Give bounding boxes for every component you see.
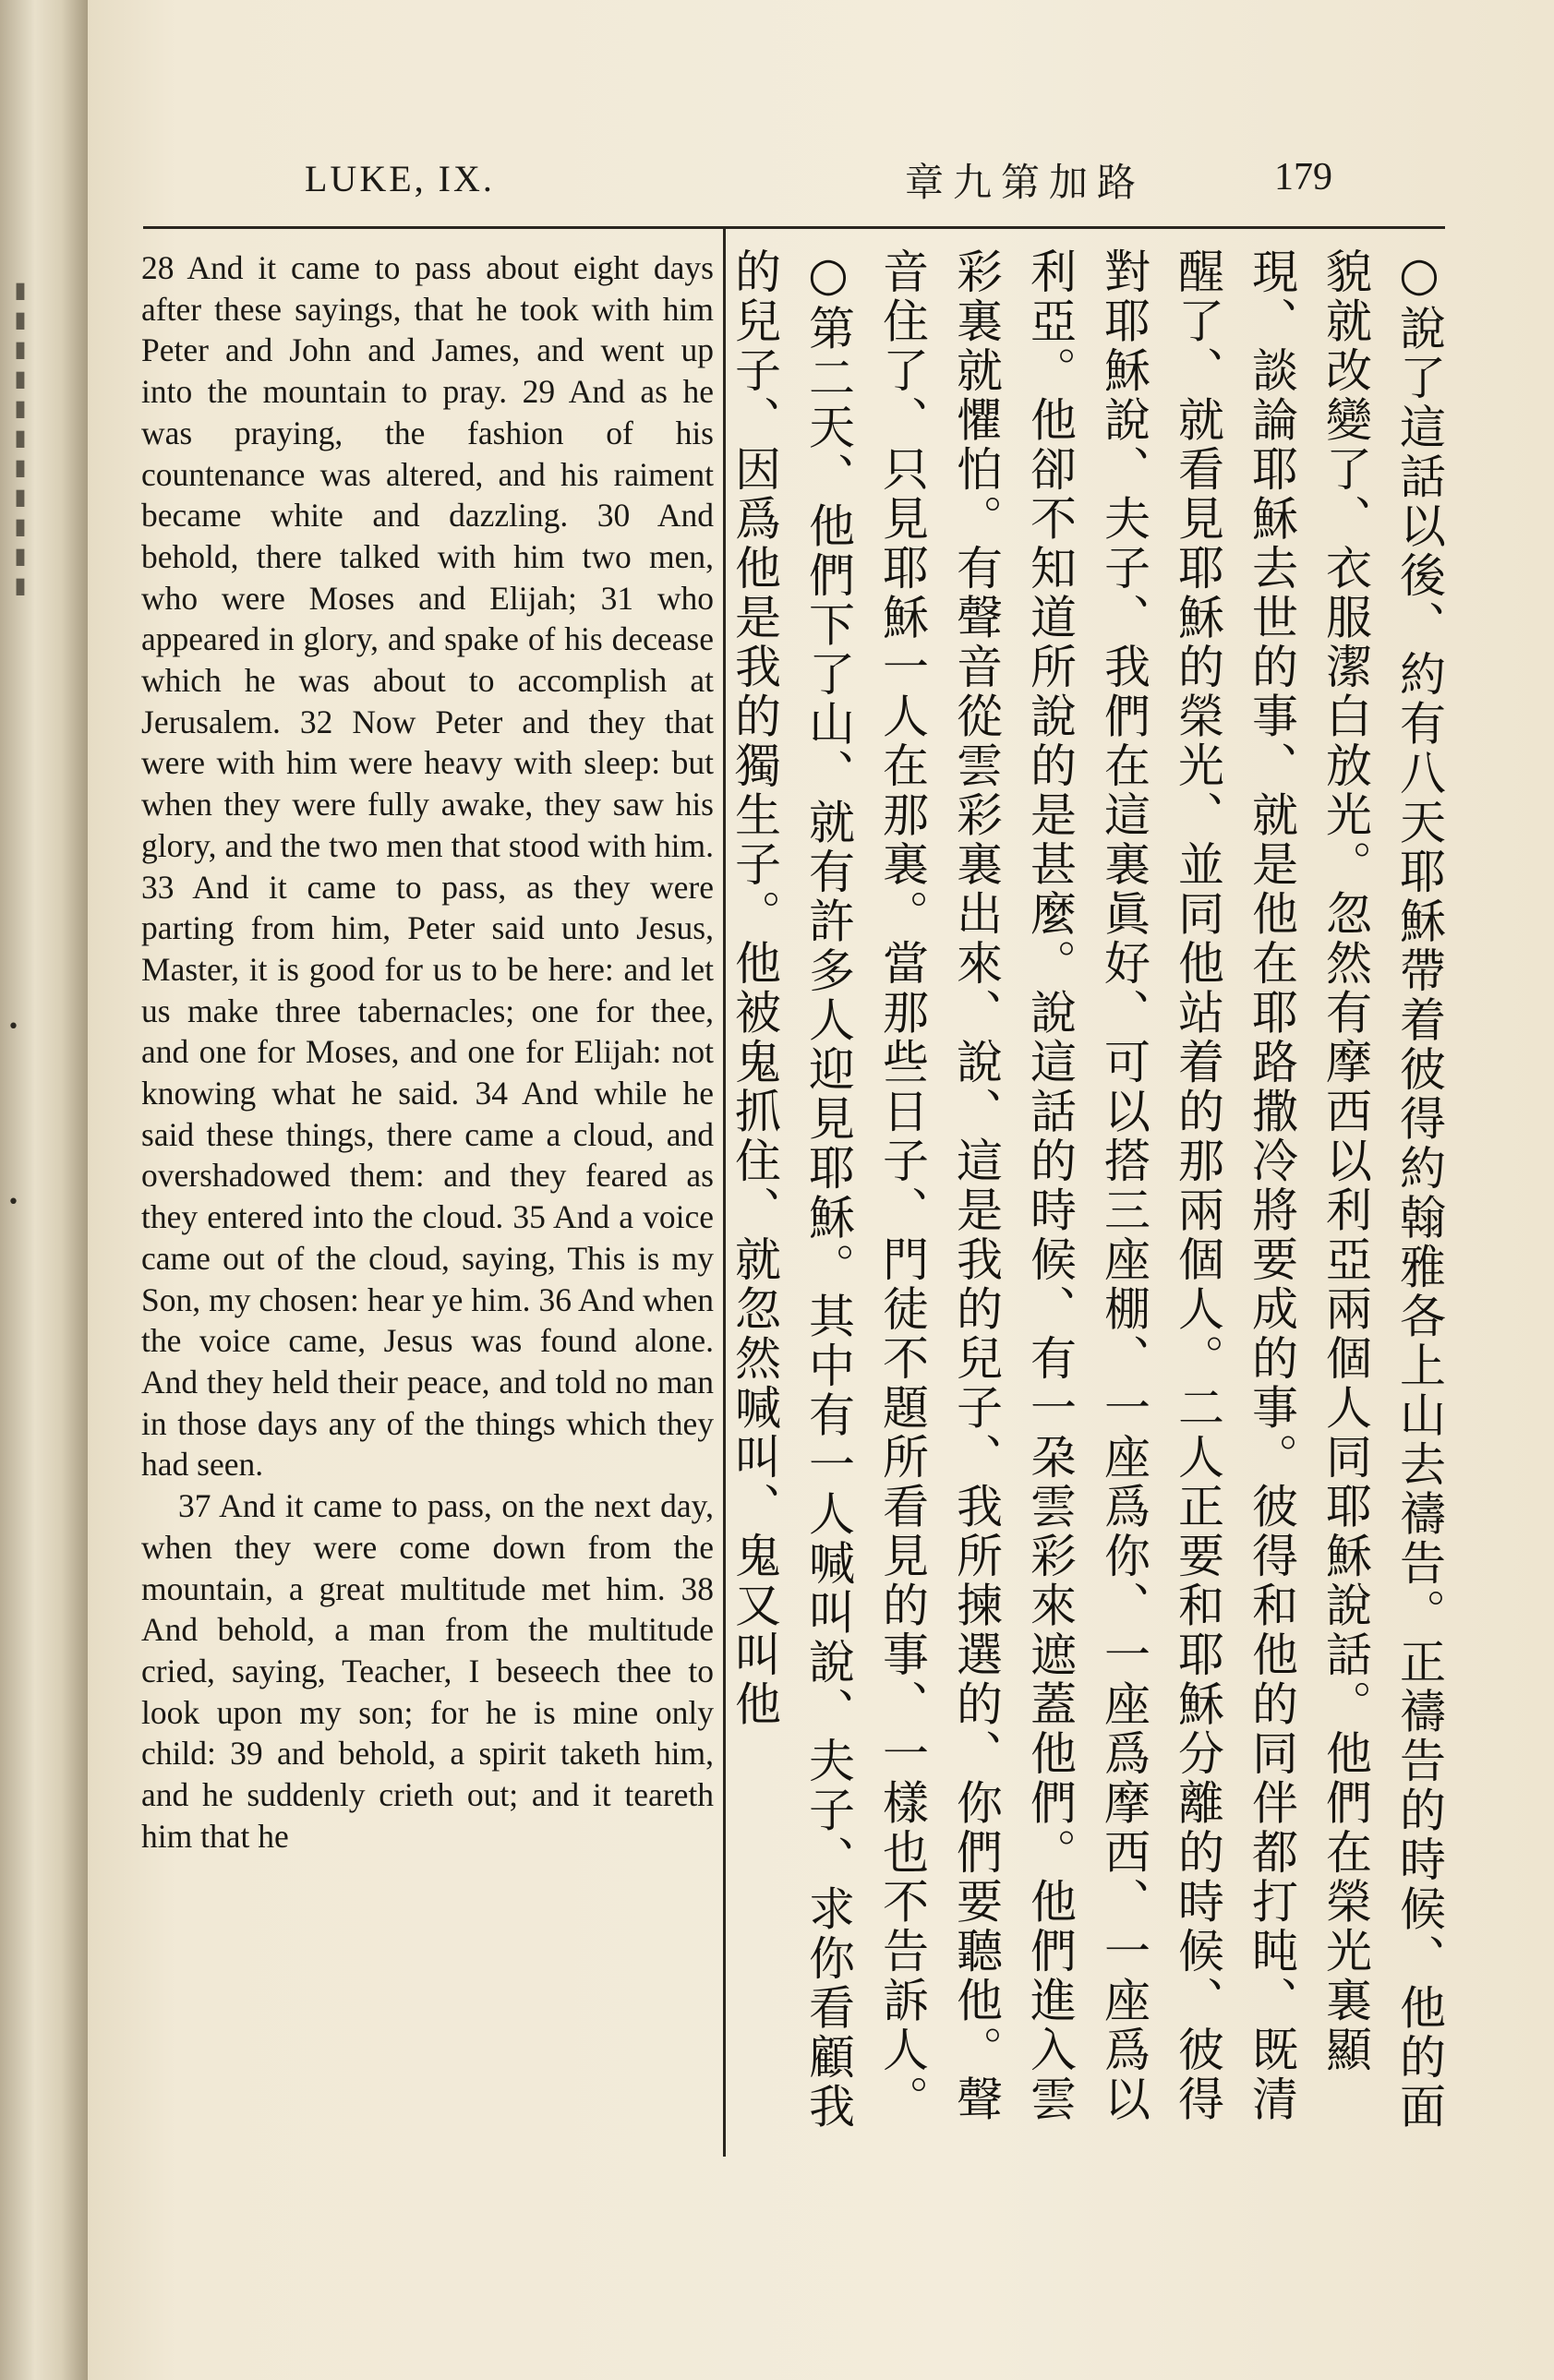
chinese-column <box>728 247 1456 2140</box>
english-paragraph: 37 And it came to pass, on the next day, when they were come down from the mountain, a great multitude met him. 38 And behold, a man from the multitude cried, saying, Teacher, I beseech thee to look upon my son; for he is mine only child: 39 and behold, a spirit taketh him, and he suddenly crieth out; and it teareth him that he <box>141 1487 714 1855</box>
page-header-chinese: 章九第加路 <box>905 160 1146 205</box>
spine-mark: • <box>7 1191 19 1214</box>
facing-page-bleed-glyphs: ▮▮▮▮▮▮▮▮▮▮▮ <box>7 277 33 602</box>
english-column <box>141 247 714 1857</box>
page-header-english: LUKE, IX. <box>305 158 495 199</box>
book-page <box>88 0 1554 2380</box>
book-spine <box>0 0 88 2380</box>
page-number: 179 <box>1274 156 1332 198</box>
english-paragraph: 28 And it came to pass about eight days after these sayings, that he took with him Peter and John and James, and went up into the mountain to pray. 29 And as he was praying, the fashion of his countenance was altered, and his raiment became white and dazzling. 30 And behold, there talked with him two men, who were Moses and Elijah; 31 who appeared in glory, and spake of his decease which he was about to accomplish at Jerusalem. 32 Now Peter and they that were with him were heavy with sleep: but when they were fully awake, they saw his glory, and the two men that stood with him. 33 And it came to pass, as they were parting from him, Peter said unto Jesus, Master, it is good for us to be here: and let us make three tabernacles; one for thee, and one for Moses, and one for Elijah: not knowing what he said. 34 And while he said these things, there came a cloud, and overshadowed them: and they feared as they entered into the cloud. 35 And a voice came out of the cloud, saying, This is my Son, my chosen: hear ye him. 36 And when the voice came, Jesus was found alone. And they held their peace, and told no man in those days any of the things which they had seen. <box>141 249 714 1484</box>
spine-mark: • <box>7 1016 19 1039</box>
header-rule <box>143 226 1445 229</box>
chinese-text: ○說了這話以後、約有八天耶穌帶着彼得約翰雅各上山去禱告。正禱告的時候、他的面貌就改變了、衣服潔白放光。忽然有摩西以利亞兩個人同耶穌說話。他們在榮光裏顯現、談論耶穌去世的事、就是他在耶路撒冷將要成的事。彼得和他的同伴都打盹、既清醒了、就看見耶穌的榮光、並同他站着的那兩個人。二人正要和耶穌分離的時候、彼得對耶穌說、夫子、我們在這裏眞好、可以搭三座棚、一座爲你、一座爲摩西、一座爲以利亞。他卻不知道所說的是甚麼。說這話的時候、有一朶雲彩來遮蓋他們。他們進入雲彩裏就懼怕。有聲音從雲彩裏出來、說、這是我的兒子、我所揀選的、你們要聽他。聲音住了、只見耶穌一人在那裏。當那些日子、門徒不題所看見的事、一樣也不告訴人。○第二天、他們下了山、就有許多人迎見耶穌。其中有一人喊叫說、夫子、求你看顧我的兒子、因爲他是我的獨生子。他被鬼抓住、就忽然喊叫、鬼又叫他 <box>728 247 1446 2132</box>
